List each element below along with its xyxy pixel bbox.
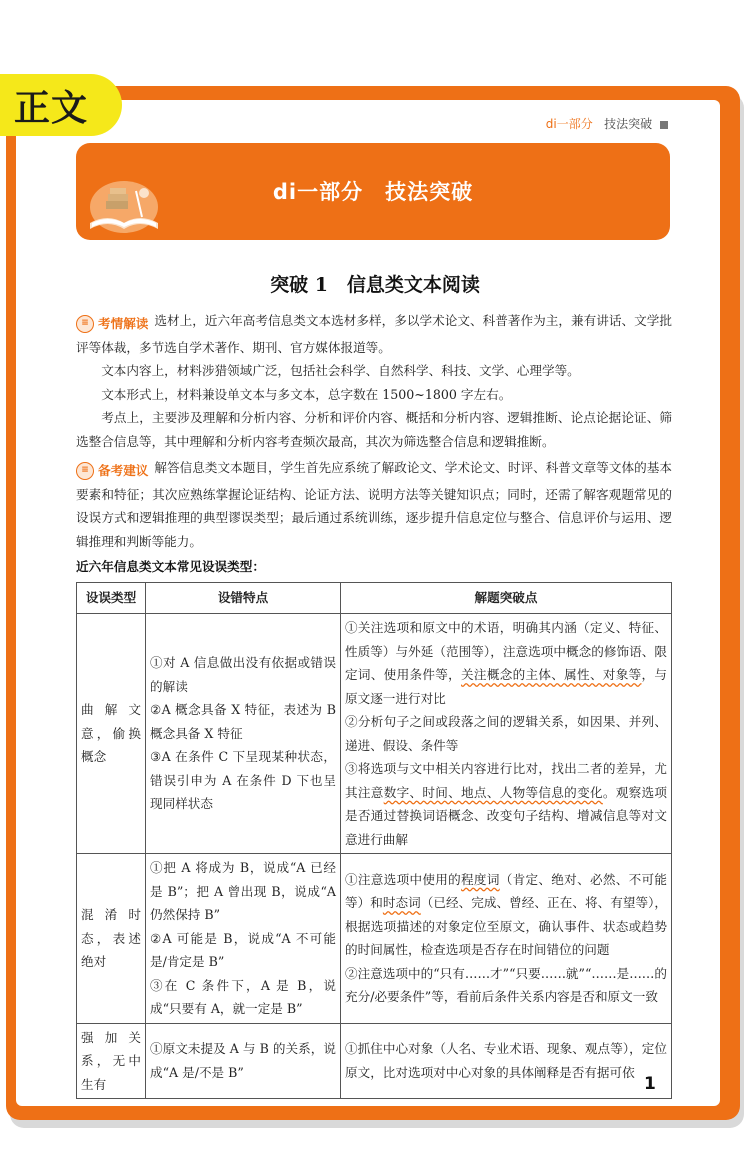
list-icon: ≡	[76, 462, 94, 480]
table-cell-feature	[146, 614, 341, 854]
table-cell-feature	[146, 1023, 341, 1099]
table-row	[77, 1023, 672, 1099]
tip-text: （已经、完成、曾经、正在、将、有望等），根据选项描述的对象定位至原文，确认事件、状态或趋势的时间属性，检查选项是否存在时间错位的问题	[345, 895, 668, 958]
running-head	[546, 115, 668, 132]
feature-line: ①原文未提及 A 与 B 的关系，说成“A 是/不是 B”	[150, 1041, 336, 1080]
table-header: 解题突破点	[341, 583, 672, 614]
tip-line	[345, 868, 667, 962]
chapter-title: di一部分 技法突破	[272, 180, 474, 204]
section-tag	[0, 74, 122, 136]
feature-line: ③A 在条件 C 下呈现某种状态，错误引申为 A 在条件 D 下也呈现同样状态	[150, 749, 336, 812]
table-header: 设误类型	[77, 583, 146, 614]
chapter-banner	[76, 143, 670, 240]
tip-text: ①注意选项中使用的	[345, 871, 462, 887]
paragraph: 文本内容上，材料涉猎领域广泛，包括社会科学、自然科学、科技、文学、心理学等。	[101, 363, 580, 379]
table-cell-type: 强加关系，无中生有	[77, 1023, 146, 1099]
table-cell-type: 混淆时态，表述绝对	[77, 854, 146, 1024]
exam-analysis-badge	[76, 312, 148, 336]
tip-line	[345, 757, 667, 851]
list-icon: ≡	[76, 315, 94, 333]
tip-text: ③将选项与文中相关内容进行比对，找出二者的差异，尤其注意	[345, 761, 667, 800]
square-icon	[660, 121, 668, 129]
study-advice-block	[76, 456, 672, 553]
tip-text: ①关注选项和原文中的术语，明确其内涵（定义、特征、性质等）与外延（范围等），注意选项中概念的修饰语、限定词、使用条件等，	[345, 620, 667, 682]
paragraph: 文本形式上，材料兼设单文本与多文本，总字数在 1500~1800 字左右。	[101, 386, 512, 402]
tip-line	[345, 616, 667, 710]
feature-line: ①把 A 将成为 B，说成“A 已经是 B”；把 A 曾出现 B，说成“A 仍然保持 B”	[150, 860, 336, 922]
tip-text: ，与原文逐一进行对比	[345, 667, 668, 706]
tip-emphasis: 数字、时间、地点、人物等信息的变化	[383, 784, 603, 800]
exam-analysis-block	[76, 309, 672, 453]
tip-line: ②注意选项中的“只有……才”“只要……就”“……是……的充分/必要条件”等，看前后条件关系内容是否和原文一致	[345, 965, 667, 1005]
tip-emphasis: 关注概念的主体、属性、对象等	[461, 667, 642, 682]
table-row	[77, 854, 672, 1024]
table-header: 设错特点	[146, 583, 341, 614]
section-title: 突破 1 信息类文本阅读	[270, 274, 480, 296]
feature-line: ③在 C 条件下，A 是 B，说成“只要有 A，就一定是 B”	[150, 977, 336, 1016]
table-cell-type: 曲解文意，偷换概念	[77, 614, 146, 854]
table-cell-tip	[341, 614, 672, 854]
table-caption: 近六年信息类文本常见设误类型：	[76, 559, 265, 574]
study-advice-label: 备考建议	[98, 463, 149, 479]
tip-emphasis: 程度词	[461, 871, 500, 887]
tip-line: ②分析句子之间或段落之间的逻辑关系，如因果、并列、递进、假设、条件等	[345, 714, 667, 753]
section-tag-label: 正文	[14, 87, 89, 129]
table-cell-tip	[341, 854, 672, 1024]
feature-line: ①对 A 信息做出没有依据或错误的解读	[150, 655, 336, 694]
paragraph: 考点上，主要涉及理解和分析内容、分析和评价内容、概括和分析内容、逻辑推断、论点论据论证、筛选整合信息等，其中理解和分析内容考查频次最高，其次为筛选整合信息和逻辑推断。	[76, 410, 672, 449]
paragraph: 解答信息类文本题目，学生首先应系统了解政论文、学术论文、时评、科普文章等文体的基本要素和特征；其次应熟练掌握论证结构、论证方法、说明方法等关键知识点；同时，还需了解客观题常见的设误方式和逻辑推理的典型谬误类型；最后通过系统训练，逐步提升信息定位与整合、信息评价与运用、逻辑推理和判断等能力。	[76, 460, 672, 549]
table-cell-tip	[341, 1023, 672, 1099]
tip-line: ①抓住中心对象（人名、专业术语、现象、观点等），定位原文，比对选项对中心对象的具体阐释是否有据可依	[345, 1041, 667, 1080]
paragraph: 选材上，近六年高考信息类文本选材多样，多以学术论文、科普著作为主，兼有讲话、文学批评等体裁，多节选自学术著作、期刊、官方媒体报道等。	[76, 313, 672, 355]
page-number: 1	[644, 1074, 656, 1094]
feature-line: ②A 可能是 B，说成“A 不可能是/肯定是 B”	[150, 930, 336, 969]
tip-emphasis: 时态词	[382, 895, 421, 911]
exam-analysis-label: 考情解读	[98, 316, 149, 332]
tip-text: 。观察选项是否通过替换词语概念、改变句子结构、增减信息等对文意进行曲解	[345, 784, 668, 847]
feature-line: ②A 概念具备 X 特征，表述为 B 概念具备 X 特征	[150, 702, 336, 741]
running-head-title: 技法突破	[604, 117, 653, 131]
error-type-table	[76, 582, 672, 1099]
tip-text: （肯定、绝对、必然、不可能等）和	[345, 871, 668, 911]
study-advice-badge	[76, 459, 148, 483]
table-header-row	[77, 583, 672, 614]
running-head-part: di一部分	[545, 117, 593, 131]
table-cell-feature	[146, 854, 341, 1024]
table-row	[77, 614, 672, 854]
